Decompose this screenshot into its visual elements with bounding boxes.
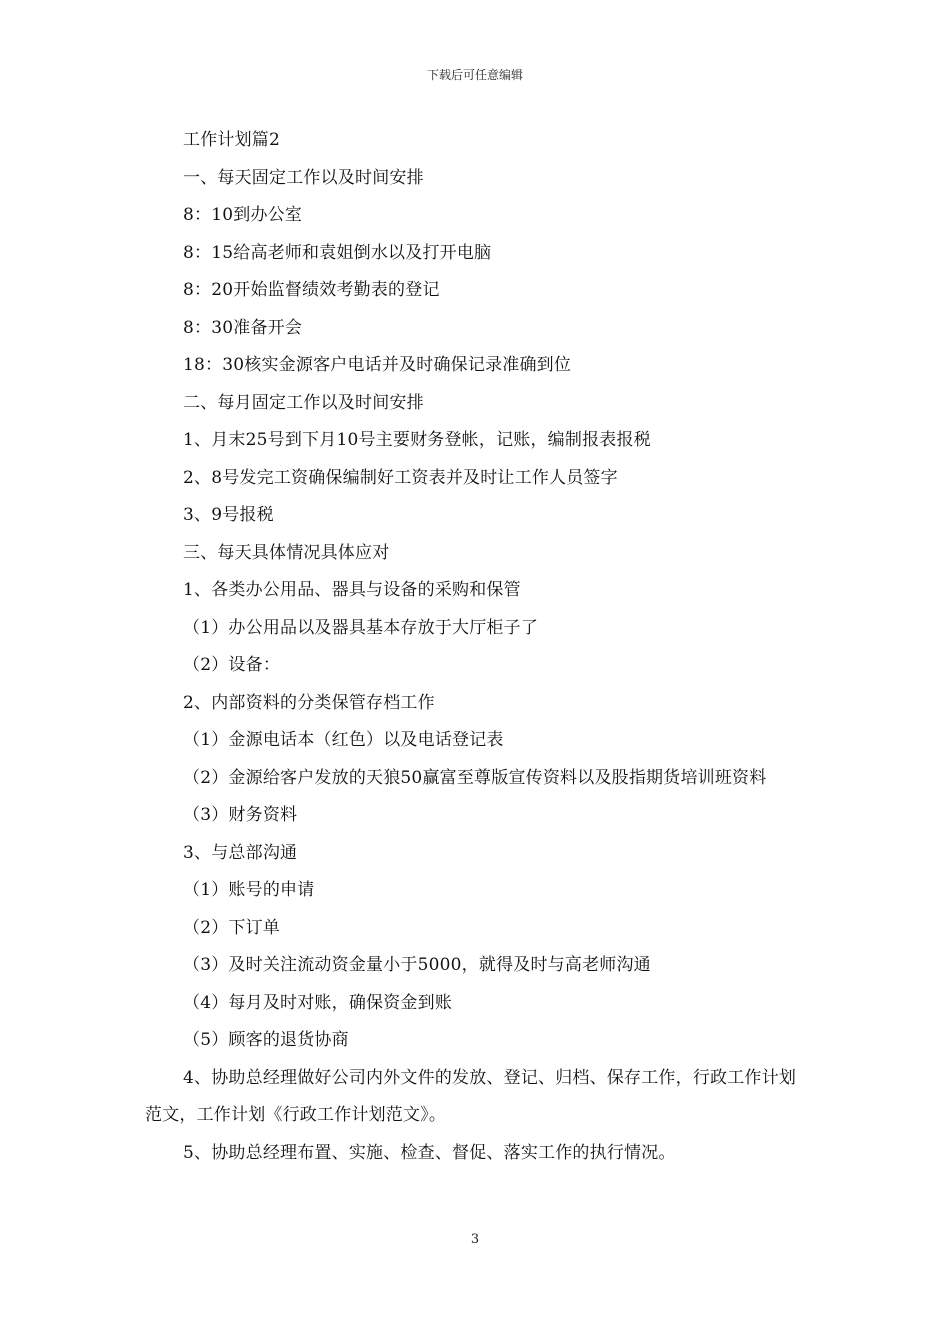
paragraph: 一、每天固定工作以及时间安排 [183,167,424,188]
paragraph: 工作计划篇2 [183,130,281,150]
paragraph: （3）财务资料 [183,805,298,825]
paragraph: 1、各类办公用品、器具与设备的采购和保管 [183,580,521,600]
paragraph: （1）金源电话本（红色）以及电话登记表 [183,730,504,750]
paragraph: 2、8号发完工资确保编制好工资表并及时让工作人员签字 [183,467,618,488]
paragraph: （3）及时关注流动资金量小于5000，就得及时与高老师沟通 [183,955,651,975]
paragraph: 3、9号报税 [183,505,274,525]
document-body [145,122,813,1172]
paragraph: 8：15给高老师和袁姐倒水以及打开电脑 [183,242,492,263]
paragraph: （5）顾客的退货协商 [183,1030,349,1050]
paragraph: 4、协助总经理做好公司内外文件的发放、登记、归档、保存工作，行政工作计划范文，工作计划《行政工作计划范文》。 [145,1067,797,1125]
paragraph: （2）金源给客户发放的天狼50赢富至尊版宣传资料以及股指期货培训班资料 [183,767,767,788]
page-number: 3 [470,1232,480,1247]
paragraph: （1）账号的申请 [183,880,315,900]
paragraph: 8：20开始监督绩效考勤表的登记 [183,280,440,300]
paragraph: 二、每月固定工作以及时间安排 [183,392,424,413]
paragraph: 18：30核实金源客户电话并及时确保记录准确到位 [183,355,572,375]
paragraph: 8：30准备开会 [183,317,303,338]
paragraph: 5、协助总经理布置、实施、检查、督促、落实工作的执行情况。 [183,1142,676,1163]
paragraph: 3、与总部沟通 [183,842,298,863]
paragraph: （2）设备： [183,655,281,675]
paragraph: （2）下订单 [183,917,281,938]
page-header: 下载后可任意编辑 [426,68,523,82]
paragraph: 1、月末25号到下月10号主要财务登帐，记账，编制报表报税 [183,430,651,450]
paragraph: 8：10到办公室 [183,205,303,225]
paragraph: （1）办公用品以及器具基本存放于大厅柜子了 [183,617,539,638]
paragraph: 2、内部资料的分类保管存档工作 [183,692,435,713]
paragraph: 三、每天具体情况具体应对 [183,542,390,563]
paragraph: （4）每月及时对账，确保资金到账 [183,992,453,1013]
